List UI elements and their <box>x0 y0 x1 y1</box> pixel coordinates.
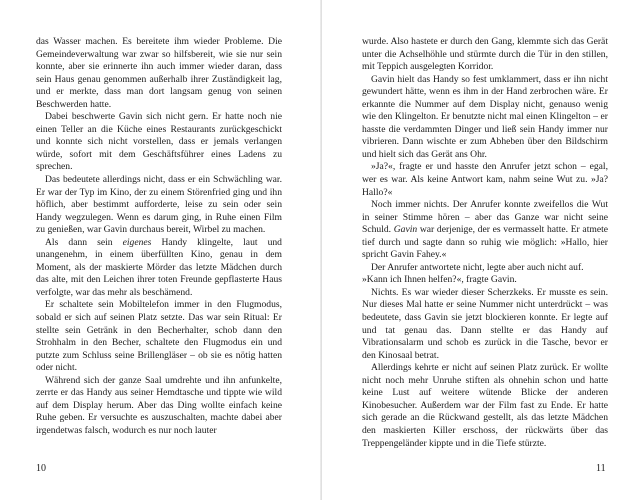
page-number-right: 11 <box>596 463 606 474</box>
paragraph-with-emphasis: Noch immer nichts. Der Anrufer konnte zweifellos die Wut in seiner Stimme hören – aber das Ganze war nicht seine Schuld. Gavin war derjenige, der es vermasselt hatte. Er atmete tief durch und sagte dann so ruhig wie möglich: »Hallo, hier spricht Gavin Fahey.« <box>362 199 609 261</box>
paragraph: »Kann ich Ihnen helfen?«, fragte Gavin. <box>362 274 517 286</box>
paragraph: Gavin hielt das Handy so fest umklammert, dass er ihn nicht gewundert hätte, wenn es ihm in der Hand zerbrochen wäre. Er erkannte die Nummer auf dem Display nicht, genauso wenig wie den Klingelton. Er benutzte nicht mal einen Klingelton – er hasste die verdammten Dinger und ließ sein Handy immer nur vibrieren. Dann wischte er zum Abheben über den Bildschirm und hielt sich das Gerät ans Ohr. <box>362 73 608 160</box>
paragraph: Allerdings kehrte er nicht auf seinen Platz zurück. Er wollte nicht noch mehr Unruhe stiften als ohnehin schon und hatte keine Lust auf weitere wütende Blicke der anderen Kinobesucher. Außerdem war der Film fast zu Ende. Er hatte sich gerade an die Rückwand gestellt, als das letzte Mädchen den maskierten Killer erschoss, der rückwärts über das Treppengeländer kippte und in die Tiefe stürzte. <box>362 362 608 449</box>
paragraph: Der Anrufer antwortete nicht, legte aber auch nicht auf. <box>371 261 584 273</box>
page-number-left: 10 <box>36 463 46 474</box>
paragraph: das Wasser machen. Es bereitete ihm wieder Probleme. Die Gemeindeverwaltung war zwar so hilfsbereit, wie sie nur sein konnte, aber sie erinnerte ihn auch immer wieder daran, dass sein Haus genau genommen außerhalb ihrer Zuständigkeit lag, und er merkte, dass man dort langsam genug von seinen Beschwerden hatte. <box>36 36 282 110</box>
paragraph: Nichts. Es war wieder dieser Scherzkeks. Er musste es sein. Nur dieses Mal hatte er seine Nummer nicht unterdrückt – was bedeutete, dass Gavin sie jetzt blockieren konnte. Er legte auf und tat genau das. Dann stellte er das Handy auf Vibrationsalarm und schob es zurück in die Tasche, bevor er den Kinosaal betrat. <box>362 286 608 361</box>
left-page <box>0 0 321 500</box>
paragraph: »Ja?«, fragte er und hasste den Anrufer jetzt schon – egal, wer es war. Als keine Antwort kam, nahm seine Wut zu. »Ja? Hallo?« <box>362 161 608 198</box>
paragraph: Das bedeutete allerdings nicht, dass er ein Schwächling war. Er war der Typ im Kino, der zu einem Störenfried ging und ihn höflich, aber bestimmt aufforderte, leise zu sein oder sein Handy wegzulegen. Wenn es darum ging, in Ruhe einen Film zu genießen, war Gavin durchaus bereit, Wirbel zu machen. <box>36 174 282 236</box>
emphasized-word: Gavin <box>393 224 418 236</box>
right-page <box>322 0 643 500</box>
paragraph: wurde. Also hastete er durch den Gang, klemmte sich das Gerät unter die Achselhöhle und stürmte durch die Tür in den stillen, mit Teppich ausgelegten Korridor. <box>362 36 608 73</box>
paragraph: Dabei beschwerte Gavin sich nicht gern. Er hatte noch nie einen Teller an die Küche eines Restaurants zurückgeschickt und konnte sich nicht vorstellen, dass er jemals verlangen würde, sofort mit dem Geschäftsführer eines Ladens zu sprechen. <box>36 111 282 173</box>
paragraph: Während sich der ganze Saal umdrehte und ihn anfunkelte, zerrte er das Handy aus seiner Hemdtasche und tippte wie wild auf dem Display herum. Aber das Ding wollte einfach keine Ruhe geben. Er versuchte es auszuschalten, machte dabei aber irgendetwas falsch, wodurch es nur noch lauter <box>36 374 282 436</box>
right-page-text <box>362 36 608 450</box>
paragraph: Er schaltete sein Mobiltelefon immer in den Flugmodus, sobald er sich auf seinen Platz setzte. Das war sein Ritual: Er stellte sein Getränk in den Becherhalter, schob dann den Strohhalm in den Becher, schaltete den Flugmodus ein und putzte zum Schluss seine Brillengläser – ob sie es nötig hatten oder nicht. <box>36 299 282 374</box>
left-page-text <box>36 36 282 438</box>
emphasized-word: eigenes <box>122 236 152 248</box>
paragraph-with-emphasis: Als dann sein eigenes Handy klingelte, laut und unangenehm, in einem überfüllten Kino, genau in dem Moment, als der maskierte Mörder das letzte Mädchen durch das alte, mit den Leichen ihrer toten Freunde gepflasterte Haus verfolgte, war das mehr als beschämend. <box>36 236 282 298</box>
